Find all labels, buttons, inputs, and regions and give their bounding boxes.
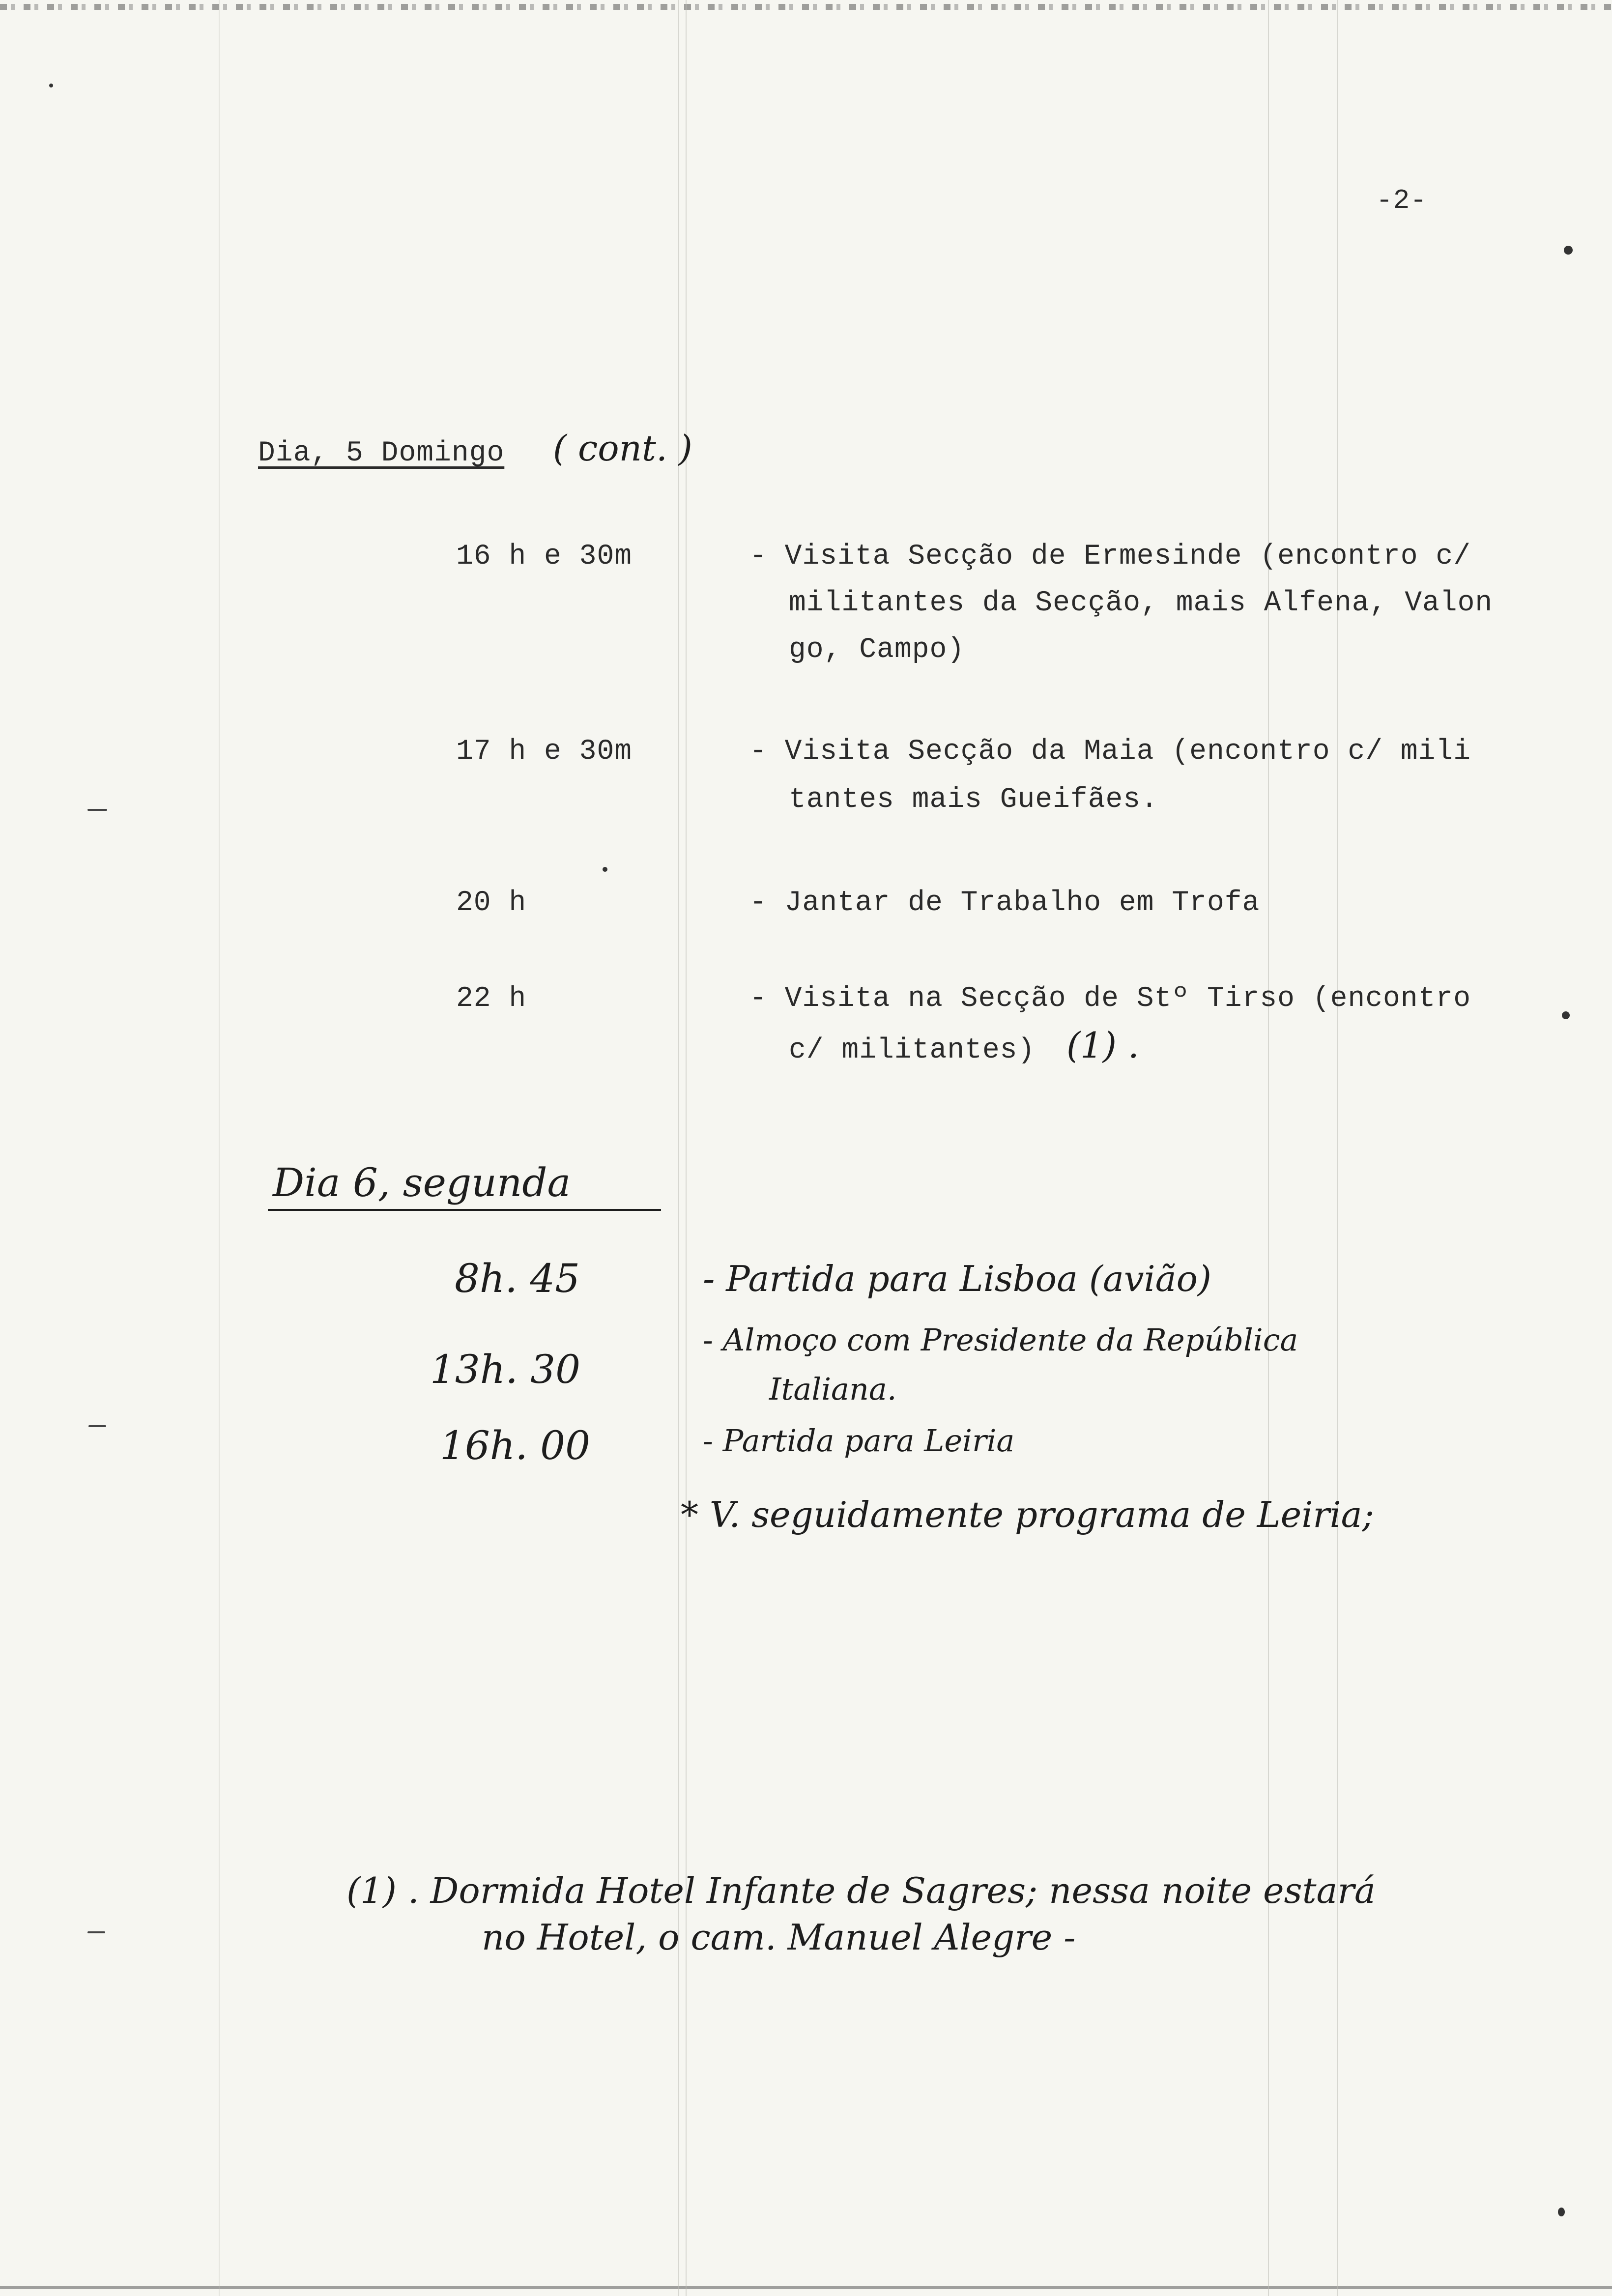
schedule-activity: - Jantar de Trabalho em Trofa xyxy=(749,887,1260,919)
schedule-time: 8h. 45 xyxy=(455,1256,580,1301)
schedule-activity-cont: c/ militantes) xyxy=(789,1034,1036,1066)
schedule-activity: - Visita Secção de Ermesinde (encontro c/ xyxy=(749,541,1471,573)
margin-mark xyxy=(88,1425,106,1427)
schedule-time: 16 h e 30m xyxy=(456,541,633,573)
schedule-time: 20 h xyxy=(456,887,527,919)
schedule-activity: - Visita Secção da Maia (encontro c/ mili xyxy=(749,736,1471,768)
scan-speck xyxy=(603,867,607,872)
schedule-activity-cont: militantes da Secção, mais Alfena, Valon xyxy=(789,587,1493,619)
day6-heading-underline xyxy=(268,1209,661,1211)
footnote-reference: (1) . xyxy=(1066,1025,1139,1066)
schedule-activity: - Partida para Leiria xyxy=(703,1423,1015,1459)
day5-heading-note: ( cont. ) xyxy=(553,428,692,469)
scan-speck xyxy=(49,84,53,87)
day5-heading: Dia, 5 Domingo xyxy=(258,437,505,469)
footnote-line: (1) . Dormida Hotel Infante de Sagres; nessa noite estará xyxy=(346,1870,1376,1911)
scan-artifact-top xyxy=(0,4,1612,10)
schedule-activity: - Almoço com Presidente da República xyxy=(703,1322,1298,1358)
footnote-line: no Hotel, o cam. Manuel Alegre - xyxy=(482,1917,1076,1958)
scan-speck xyxy=(1562,1011,1570,1019)
schedule-activity-cont: tantes mais Gueifães. xyxy=(789,784,1158,816)
schedule-time: 17 h e 30m xyxy=(456,736,633,768)
leiria-program-note: * V. seguidamente programa de Leiria; xyxy=(681,1494,1374,1535)
schedule-time: 16h. 00 xyxy=(440,1423,590,1468)
schedule-activity-cont: Italiana. xyxy=(769,1371,897,1407)
schedule-activity: - Visita na Secção de Stº Tirso (encontro xyxy=(749,983,1471,1015)
margin-mark xyxy=(87,1931,105,1933)
schedule-activity: - Partida para Lisboa (avião) xyxy=(703,1258,1211,1299)
scan-speck xyxy=(1564,246,1573,255)
scan-streak xyxy=(1337,0,1338,2296)
margin-mark xyxy=(87,809,107,811)
page-number: -2- xyxy=(1376,185,1427,216)
day6-heading: Dia 6, segunda xyxy=(273,1160,571,1205)
scan-streak xyxy=(219,0,220,2296)
schedule-time: 13h. 30 xyxy=(430,1347,580,1392)
schedule-activity-cont: go, Campo) xyxy=(789,634,965,666)
scan-streak xyxy=(1268,0,1269,2296)
schedule-time: 22 h xyxy=(456,983,527,1015)
scan-speck xyxy=(1558,2208,1565,2216)
scan-artifact-bottom xyxy=(0,2286,1612,2289)
